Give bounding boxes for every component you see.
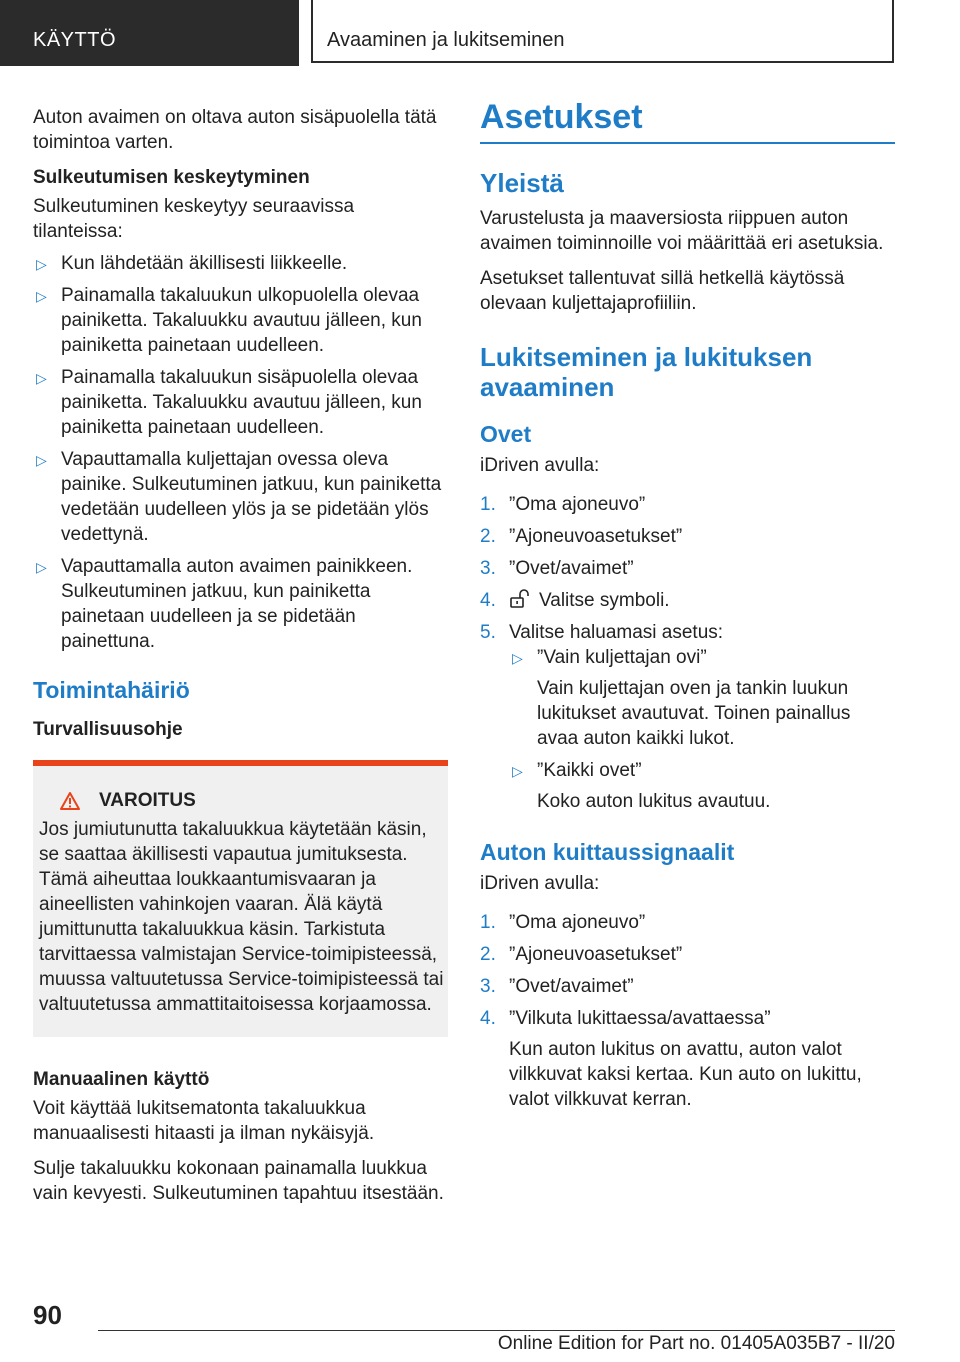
page-number: 90 <box>33 1300 62 1330</box>
list-item: ▷ ”Kaikki ovet” Koko auton lukitus avautuu. <box>512 760 771 812</box>
list-item: 2. ”Ajoneuvoasetukset” <box>480 944 683 965</box>
ack-steps <box>480 910 895 1112</box>
ack-intro: iDriven avulla: <box>480 873 600 894</box>
triangle-bullet-icon: ▷ <box>36 452 47 468</box>
doors-steps <box>480 492 895 814</box>
triangle-bullet-icon: ▷ <box>36 370 47 386</box>
right-column <box>480 98 895 1119</box>
list-item: ▷ Painamalla takaluukun sisäpuolella olevaa painiketta. Takaluukku avautuu jälleen, kun painiketta painetaan uudelleen. <box>36 367 422 438</box>
list-item: ▷ Vapauttamalla kuljettajan ovessa oleva painike. Sulkeutuminen jatkuu, kun painiketta vedetään uudelleen ylös ja se pidetään ylös vedettynä. <box>36 449 442 545</box>
doors-intro: iDriven avulla: <box>480 455 600 476</box>
intro-text: Auton avaimen on oltava auton sisäpuolella tätä toimintoa varten. <box>33 107 437 153</box>
manual-heading: Manuaalinen käyttö <box>33 1069 210 1090</box>
general-text-2: Asetukset tallentuvat sillä hetkellä käytössä olevaan kuljettajaprofiiliin. <box>480 268 845 314</box>
general-text-1: Varustelusta ja maaversiosta riippuen auton avaimen toiminnoille voi määrittää eri asetuksia. <box>480 208 884 254</box>
section-label: KÄYTTÖ <box>33 29 117 51</box>
warning-text: Jos jumiutunutta takaluukkua käytetään käsin, se saattaa äkillisesti vapautua jumituksesta. Tämä aiheuttaa loukkaantumisvaaran ja aineellisten vahinkojen vaaran. Älä käytä jumittunutta takaluukkua käsin. Tarkistuta tarvittaessa valmistajan Service-toimipisteessä, muussa valtuutetussa Service-toimipisteessä tai valtuutetussa ammattitaitoisessa korjaamossa. <box>39 819 444 1015</box>
list-item: ▷ Painamalla takaluukun ulkopuolella olevaa painiketta. Takaluukku avautuu jälleen, kun painiketta painetaan uudelleen. <box>36 285 422 356</box>
list-item: ▷ Kun lähdetään äkillisesti liikkeelle. <box>33 251 448 276</box>
ack-heading: Auton kuittaussignaalit <box>480 839 735 865</box>
chapter-label: Avaaminen ja lukitseminen <box>327 29 565 51</box>
unlock-icon <box>509 589 531 609</box>
list-item: 3. ”Ovet/avaimet” <box>480 558 634 579</box>
settings-title: Asetukset <box>480 105 895 144</box>
footer-divider <box>98 1330 895 1331</box>
lock-heading: Lukitseminen ja lukituksen avaaminen <box>480 342 813 402</box>
door-options <box>509 645 895 814</box>
interrupt-list <box>33 251 448 654</box>
footer-text: Online Edition for Part no. 01405A035B7 - II/20 <box>497 1333 895 1354</box>
list-item: 1. ”Oma ajoneuvo” <box>480 494 646 515</box>
interrupt-heading: Sulkeutumisen keskeytyminen <box>33 167 310 188</box>
left-column <box>33 105 448 1216</box>
list-item: 5. Valitse haluamasi asetus: ▷ ”Vain kuljettajan ovi” Vain kuljettajan oven ja tankin luukun lukitukset avautuvat. Toinen painallus avaa auton kaikki lukot. ▷ ”Kaikki ovet” Koko auton lukitus avautuu. <box>480 620 895 814</box>
doors-heading: Ovet <box>480 421 532 447</box>
list-item: ▷ Vapauttamalla auton avaimen painikkeen. Sulkeutuminen jatkuu, kun painiketta painetaan uudelleen ja se pidetään painettuna. <box>36 556 413 652</box>
warning-triangle-icon <box>59 791 81 811</box>
general-heading: Yleistä <box>480 168 564 198</box>
triangle-bullet-icon: ▷ <box>512 650 523 666</box>
list-item: 3. ”Ovet/avaimet” <box>480 976 634 997</box>
list-item: ▷ ”Vain kuljettajan ovi” Vain kuljettajan oven ja tankin luukun lukitukset avautuvat. Toinen painallus avaa auton kaikki lukot. <box>512 647 851 749</box>
page-header <box>0 0 960 66</box>
chapter-tab <box>311 0 894 63</box>
list-item: 4. ”Vilkuta lukittaessa/avattaessa” Kun auton lukitus on avattu, auton valot vilkkuvat kaksi kertaa. Kun auto on lukittu, valot vilkkuvat kerran. <box>480 1006 895 1112</box>
list-item: 1. ”Oma ajoneuvo” <box>480 912 646 933</box>
manual-text-1: Voit käyttää lukitsematonta takaluukkua manuaalisesti hitaasti ja ilman nykäisyjä. <box>33 1098 375 1144</box>
warning-title: VAROITUS <box>39 788 448 813</box>
section-tab <box>0 0 299 66</box>
list-item: 2. ”Ajoneuvoasetukset” <box>480 526 683 547</box>
safety-heading: Turvallisuusohje <box>33 719 183 740</box>
triangle-bullet-icon: ▷ <box>512 763 523 779</box>
manual-text-2: Sulje takaluukku kokonaan painamalla luukkua vain kevyesti. Sulkeutuminen tapahtuu itsestään. <box>33 1158 444 1204</box>
triangle-bullet-icon: ▷ <box>36 288 47 304</box>
triangle-bullet-icon: ▷ <box>36 256 47 272</box>
interrupt-intro: Sulkeutuminen keskeytyy seuraavissa tilanteissa: <box>33 196 355 242</box>
ack-description: Kun auton lukitus on avattu, auton valot vilkkuvat kaksi kertaa. Kun auto on lukittu, valot vilkkuvat kerran. <box>509 1039 862 1110</box>
list-item: 4. Valitse symboli. <box>480 590 670 611</box>
fault-heading: Toimintahäiriö <box>33 677 190 703</box>
warning-box <box>33 760 448 1037</box>
triangle-bullet-icon: ▷ <box>36 559 47 575</box>
